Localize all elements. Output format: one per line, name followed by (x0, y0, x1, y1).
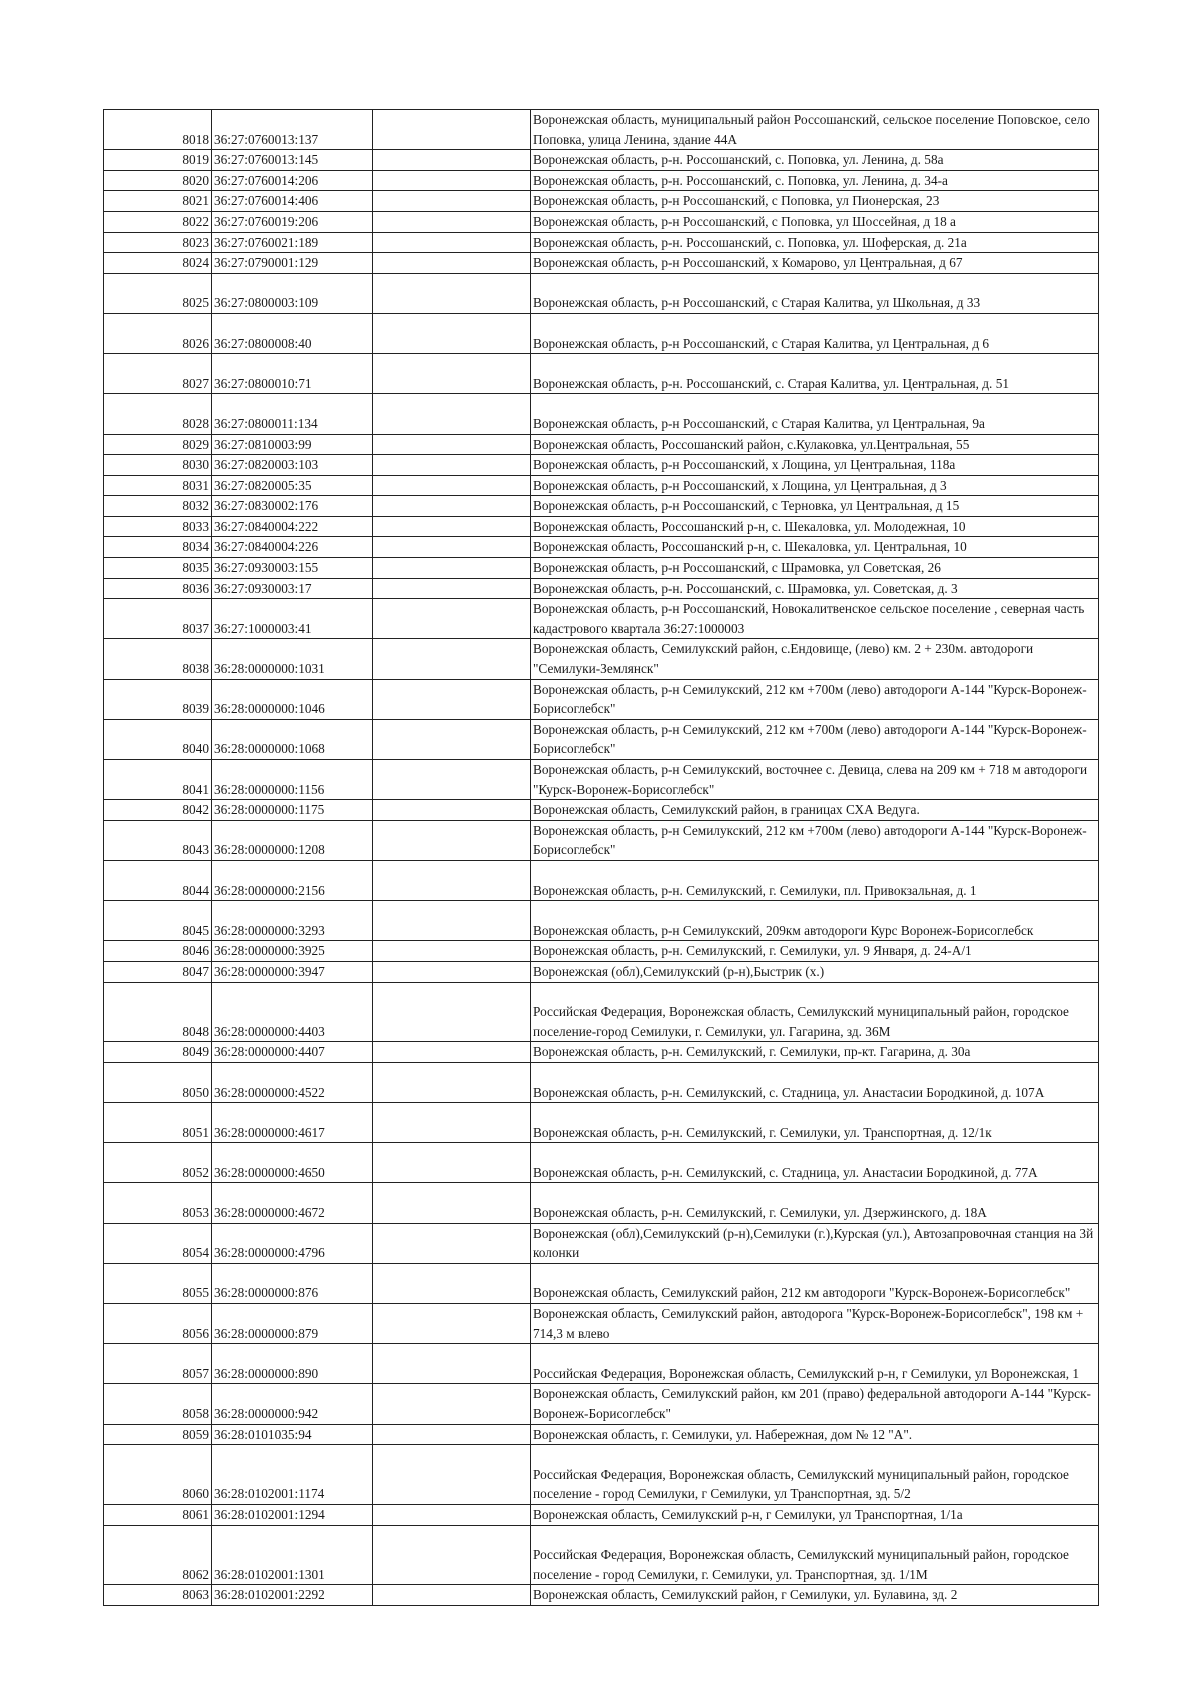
empty-cell (373, 941, 531, 962)
table-row (104, 1585, 1099, 1606)
row-number-cell: 8019 (104, 150, 212, 171)
address-cell: Воронежская область, р-н. Семилукский, г. Семилуки, ул. Дзержинского, д. 18А (531, 1183, 1099, 1223)
table-row (104, 313, 1099, 353)
address-cell: Воронежская область, р-н Семилукский, 212 км +700м (лево) автодороги А-144 "Курск-Воронеж-Борисоглебск" (531, 820, 1099, 860)
address-cell: Воронежская область, Россошанский район, с.Кулаковка, ул.Центральная, 55 (531, 434, 1099, 455)
row-number-cell: 8051 (104, 1103, 212, 1143)
address-cell: Воронежская область, Семилукский район, автодорога "Курск-Воронеж-Борисоглебск", 198 км + 714,3 м влево (531, 1304, 1099, 1344)
empty-cell (373, 273, 531, 313)
cadastral-number-cell: 36:28:0000000:4407 (212, 1042, 373, 1063)
table-row (104, 1424, 1099, 1445)
address-cell: Воронежская область, р-н Россошанский, х Лощина, ул Центральная, д 3 (531, 475, 1099, 496)
address-cell: Воронежская область, р-н Семилукский, 209км автодороги Курс Воронеж-Борисоглебск (531, 901, 1099, 941)
address-cell: Воронежская (обл),Семилукский (р-н),Семилуки (г.),Курская (ул.), Автозапровочная станция на 3й колонки (531, 1223, 1099, 1263)
address-cell: Воронежская область, Семилукский район, г Семилуки, ул. Булавина, зд. 2 (531, 1585, 1099, 1606)
empty-cell (373, 1183, 531, 1223)
cadastral-number-cell: 36:28:0000000:876 (212, 1263, 373, 1303)
address-cell: Воронежская область, р-н Россошанский, с Поповка, ул Пионерская, 23 (531, 191, 1099, 212)
cadastral-number-cell: 36:28:0102001:1174 (212, 1445, 373, 1505)
row-number-cell: 8018 (104, 110, 212, 150)
address-cell: Воронежская область, р-н. Россошанский, с. Шрамовка, ул. Советская, д. 3 (531, 578, 1099, 599)
cadastral-number-cell: 36:27:0800008:40 (212, 313, 373, 353)
table-row (104, 1223, 1099, 1263)
cadastral-number-cell: 36:28:0000000:890 (212, 1344, 373, 1384)
table-row (104, 1042, 1099, 1063)
empty-cell (373, 516, 531, 537)
cadastral-number-cell: 36:27:0800011:134 (212, 394, 373, 434)
cadastral-number-cell: 36:27:0760019:206 (212, 211, 373, 232)
address-cell: Воронежская область, р-н Семилукский, восточнее с. Девица, слева на 209 км + 718 м автодороги "Курск-Воронеж-Борисоглебск" (531, 760, 1099, 800)
table-row (104, 679, 1099, 719)
table-row (104, 558, 1099, 579)
cadastral-number-cell: 36:27:0800003:109 (212, 273, 373, 313)
cadastral-registry-table (103, 109, 1099, 1606)
empty-cell (373, 1344, 531, 1384)
row-number-cell: 8063 (104, 1585, 212, 1606)
cadastral-number-cell: 36:27:0760021:189 (212, 232, 373, 253)
row-number-cell: 8050 (104, 1062, 212, 1102)
address-cell: Воронежская область, Семилукский р-н, г Семилуки, ул Транспортная, 1/1а (531, 1505, 1099, 1526)
row-number-cell: 8058 (104, 1384, 212, 1424)
row-number-cell: 8025 (104, 273, 212, 313)
empty-cell (373, 1103, 531, 1143)
empty-cell (373, 253, 531, 274)
row-number-cell: 8043 (104, 820, 212, 860)
empty-cell (373, 1042, 531, 1063)
cadastral-number-cell: 36:28:0000000:4650 (212, 1143, 373, 1183)
row-number-cell: 8030 (104, 455, 212, 476)
row-number-cell: 8040 (104, 719, 212, 759)
row-number-cell: 8056 (104, 1304, 212, 1344)
table-row (104, 516, 1099, 537)
row-number-cell: 8048 (104, 982, 212, 1042)
cadastral-number-cell: 36:28:0000000:879 (212, 1304, 373, 1344)
cadastral-number-cell: 36:28:0000000:4522 (212, 1062, 373, 1102)
cadastral-number-cell: 36:27:0820003:103 (212, 455, 373, 476)
row-number-cell: 8029 (104, 434, 212, 455)
table-row (104, 253, 1099, 274)
empty-cell (373, 578, 531, 599)
cadastral-number-cell: 36:27:0760014:406 (212, 191, 373, 212)
empty-cell (373, 475, 531, 496)
cadastral-number-cell: 36:28:0102001:2292 (212, 1585, 373, 1606)
table-row (104, 1183, 1099, 1223)
table-row (104, 982, 1099, 1042)
empty-cell (373, 455, 531, 476)
cadastral-number-cell: 36:28:0000000:3947 (212, 961, 373, 982)
registry-table-body (104, 110, 1099, 1606)
row-number-cell: 8024 (104, 253, 212, 274)
address-cell: Воронежская область, р-н. Семилукский, с. Стадница, ул. Анастасии Бородкиной, д. 107А (531, 1062, 1099, 1102)
table-row (104, 760, 1099, 800)
address-cell: Воронежская область, р-н. Россошанский, с. Старая Калитва, ул. Центральная, д. 51 (531, 354, 1099, 394)
address-cell: Воронежская область, р-н Семилукский, 212 км +700м (лево) автодороги А-144 "Курск-Воронеж-Борисоглебск" (531, 719, 1099, 759)
table-row (104, 1103, 1099, 1143)
row-number-cell: 8055 (104, 1263, 212, 1303)
cadastral-number-cell: 36:28:0000000:1068 (212, 719, 373, 759)
table-row (104, 537, 1099, 558)
address-cell: Воронежская область, р-н Россошанский, Новокалитвенское сельское поселение , северная часть кадастрового квартала 36:27:1000003 (531, 599, 1099, 639)
cadastral-number-cell: 36:28:0000000:4403 (212, 982, 373, 1042)
cadastral-number-cell: 36:27:0790001:129 (212, 253, 373, 274)
table-row (104, 150, 1099, 171)
address-cell: Воронежская область, Россошанский р-н, с. Шекаловка, ул. Центральная, 10 (531, 537, 1099, 558)
table-row (104, 961, 1099, 982)
table-row (104, 578, 1099, 599)
row-number-cell: 8021 (104, 191, 212, 212)
row-number-cell: 8057 (104, 1344, 212, 1384)
row-number-cell: 8039 (104, 679, 212, 719)
row-number-cell: 8044 (104, 860, 212, 900)
empty-cell (373, 1525, 531, 1585)
address-cell: Воронежская область, р-н Семилукский, 212 км +700м (лево) автодороги А-144 "Курск-Воронеж-Борисоглебск" (531, 679, 1099, 719)
address-cell: Воронежская область, р-н. Семилукский, г. Семилуки, пл. Привокзальная, д. 1 (531, 860, 1099, 900)
address-cell: Воронежская область, Семилукский район, км 201 (право) федеральной автодороги А-144 "Курск-Воронеж-Борисоглебск" (531, 1384, 1099, 1424)
empty-cell (373, 1505, 531, 1526)
row-number-cell: 8060 (104, 1445, 212, 1505)
empty-cell (373, 1585, 531, 1606)
cadastral-number-cell: 36:28:0000000:4617 (212, 1103, 373, 1143)
empty-cell (373, 434, 531, 455)
empty-cell (373, 170, 531, 191)
table-row (104, 1143, 1099, 1183)
address-cell: Воронежская область, Семилукский район, 212 км автодороги "Курск-Воронеж-Борисоглебск" (531, 1263, 1099, 1303)
row-number-cell: 8047 (104, 961, 212, 982)
address-cell: Российская Федерация, Воронежская область, Семилукский муниципальный район, городское поселение - город Семилуки, г. Семилуки, ул. Транспортная, зд. 1/1М (531, 1525, 1099, 1585)
empty-cell (373, 599, 531, 639)
empty-cell (373, 1143, 531, 1183)
address-cell: Воронежская область, Россошанский р-н, с. Шекаловка, ул. Молодежная, 10 (531, 516, 1099, 537)
empty-cell (373, 860, 531, 900)
table-row (104, 639, 1099, 679)
empty-cell (373, 982, 531, 1042)
cadastral-number-cell: 36:27:0810003:99 (212, 434, 373, 455)
empty-cell (373, 354, 531, 394)
table-row (104, 820, 1099, 860)
address-cell: Воронежская область, г. Семилуки, ул. Набережная, дом № 12 "А". (531, 1424, 1099, 1445)
address-cell: Воронежская область, р-н. Семилукский, с. Стадница, ул. Анастасии Бородкиной, д. 77А (531, 1143, 1099, 1183)
empty-cell (373, 961, 531, 982)
row-number-cell: 8028 (104, 394, 212, 434)
table-row (104, 1263, 1099, 1303)
row-number-cell: 8042 (104, 800, 212, 821)
row-number-cell: 8034 (104, 537, 212, 558)
address-cell: Воронежская область, р-н. Семилукский, г. Семилуки, ул. 9 Января, д. 24-А/1 (531, 941, 1099, 962)
table-row (104, 354, 1099, 394)
empty-cell (373, 232, 531, 253)
empty-cell (373, 679, 531, 719)
empty-cell (373, 820, 531, 860)
table-row (104, 1525, 1099, 1585)
cadastral-number-cell: 36:27:0840004:226 (212, 537, 373, 558)
empty-cell (373, 1263, 531, 1303)
table-row (104, 599, 1099, 639)
table-row (104, 434, 1099, 455)
table-row (104, 1505, 1099, 1526)
address-cell: Воронежская область, р-н. Россошанский, с. Поповка, ул. Ленина, д. 58а (531, 150, 1099, 171)
row-number-cell: 8027 (104, 354, 212, 394)
cadastral-number-cell: 36:27:0830002:176 (212, 496, 373, 517)
cadastral-number-cell: 36:28:0102001:1301 (212, 1525, 373, 1585)
cadastral-number-cell: 36:28:0102001:1294 (212, 1505, 373, 1526)
table-row (104, 1304, 1099, 1344)
empty-cell (373, 558, 531, 579)
table-row (104, 719, 1099, 759)
address-cell: Воронежская область, Семилукский район, с.Ендовище, (лево) км. 2 + 230м. автодороги "Семилуки-Землянск" (531, 639, 1099, 679)
row-number-cell: 8049 (104, 1042, 212, 1063)
address-cell: Воронежская область, р-н Россошанский, с Шрамовка, ул Советская, 26 (531, 558, 1099, 579)
row-number-cell: 8054 (104, 1223, 212, 1263)
cadastral-number-cell: 36:27:0760013:145 (212, 150, 373, 171)
table-row (104, 1445, 1099, 1505)
table-row (104, 800, 1099, 821)
cadastral-number-cell: 36:27:0820005:35 (212, 475, 373, 496)
table-row (104, 901, 1099, 941)
empty-cell (373, 394, 531, 434)
address-cell: Воронежская область, р-н Россошанский, с Поповка, ул Шоссейная, д 18 а (531, 211, 1099, 232)
row-number-cell: 8052 (104, 1143, 212, 1183)
table-row (104, 273, 1099, 313)
empty-cell (373, 110, 531, 150)
row-number-cell: 8053 (104, 1183, 212, 1223)
table-row (104, 455, 1099, 476)
table-row (104, 1344, 1099, 1384)
cadastral-number-cell: 36:28:0000000:1208 (212, 820, 373, 860)
table-row (104, 1384, 1099, 1424)
cadastral-number-cell: 36:28:0000000:4672 (212, 1183, 373, 1223)
empty-cell (373, 800, 531, 821)
row-number-cell: 8061 (104, 1505, 212, 1526)
row-number-cell: 8041 (104, 760, 212, 800)
cadastral-number-cell: 36:28:0000000:1046 (212, 679, 373, 719)
cadastral-number-cell: 36:28:0000000:1031 (212, 639, 373, 679)
row-number-cell: 8062 (104, 1525, 212, 1585)
address-cell: Воронежская (обл),Семилукский (р-н),Быстрик (х.) (531, 961, 1099, 982)
empty-cell (373, 1062, 531, 1102)
cadastral-number-cell: 36:27:0760013:137 (212, 110, 373, 150)
row-number-cell: 8045 (104, 901, 212, 941)
address-cell: Воронежская область, р-н Россошанский, с Старая Калитва, ул Школьная, д 33 (531, 273, 1099, 313)
row-number-cell: 8036 (104, 578, 212, 599)
empty-cell (373, 211, 531, 232)
cadastral-number-cell: 36:28:0000000:1156 (212, 760, 373, 800)
row-number-cell: 8038 (104, 639, 212, 679)
row-number-cell: 8032 (104, 496, 212, 517)
empty-cell (373, 1424, 531, 1445)
row-number-cell: 8059 (104, 1424, 212, 1445)
address-cell: Российская Федерация, Воронежская область, Семилукский муниципальный район, городское поселение-город Семилуки, г. Семилуки, ул. Гагарина, зд. 36М (531, 982, 1099, 1042)
empty-cell (373, 1445, 531, 1505)
row-number-cell: 8035 (104, 558, 212, 579)
table-row (104, 232, 1099, 253)
cadastral-number-cell: 36:28:0000000:4796 (212, 1223, 373, 1263)
empty-cell (373, 1223, 531, 1263)
row-number-cell: 8046 (104, 941, 212, 962)
row-number-cell: 8037 (104, 599, 212, 639)
cadastral-number-cell: 36:28:0000000:1175 (212, 800, 373, 821)
table-row (104, 211, 1099, 232)
table-row (104, 475, 1099, 496)
empty-cell (373, 1304, 531, 1344)
table-row (104, 394, 1099, 434)
table-row (104, 496, 1099, 517)
cadastral-number-cell: 36:28:0000000:2156 (212, 860, 373, 900)
row-number-cell: 8026 (104, 313, 212, 353)
address-cell: Воронежская область, р-н. Россошанский, с. Поповка, ул. Ленина, д. 34-а (531, 170, 1099, 191)
address-cell: Воронежская область, р-н Россошанский, х Комарово, ул Центральная, д 67 (531, 253, 1099, 274)
cadastral-number-cell: 36:27:0800010:71 (212, 354, 373, 394)
address-cell: Воронежская область, р-н Россошанский, х Лощина, ул Центральная, 118а (531, 455, 1099, 476)
address-cell: Воронежская область, р-н Россошанский, с Терновка, ул Центральная, д 15 (531, 496, 1099, 517)
table-row (104, 941, 1099, 962)
cadastral-number-cell: 36:27:0840004:222 (212, 516, 373, 537)
address-cell: Воронежская область, р-н. Семилукский, г. Семилуки, ул. Транспортная, д. 12/1к (531, 1103, 1099, 1143)
cadastral-number-cell: 36:28:0000000:3293 (212, 901, 373, 941)
cadastral-number-cell: 36:27:0930003:17 (212, 578, 373, 599)
address-cell: Воронежская область, р-н. Семилукский, г. Семилуки, пр-кт. Гагарина, д. 30а (531, 1042, 1099, 1063)
cadastral-number-cell: 36:28:0000000:3925 (212, 941, 373, 962)
empty-cell (373, 760, 531, 800)
empty-cell (373, 719, 531, 759)
cadastral-number-cell: 36:27:0930003:155 (212, 558, 373, 579)
table-row (104, 860, 1099, 900)
address-cell: Воронежская область, р-н Россошанский, с Старая Калитва, ул Центральная, 9а (531, 394, 1099, 434)
address-cell: Воронежская область, Семилукский район, в границах СХА Ведуга. (531, 800, 1099, 821)
address-cell: Воронежская область, р-н Россошанский, с Старая Калитва, ул Центральная, д 6 (531, 313, 1099, 353)
empty-cell (373, 496, 531, 517)
row-number-cell: 8033 (104, 516, 212, 537)
address-cell: Воронежская область, муниципальный район Россошанский, сельское поселение Поповское, село Поповка, улица Ленина, здание 44А (531, 110, 1099, 150)
empty-cell (373, 639, 531, 679)
cadastral-number-cell: 36:28:0101035:94 (212, 1424, 373, 1445)
empty-cell (373, 537, 531, 558)
table-row (104, 1062, 1099, 1102)
cadastral-number-cell: 36:27:1000003:41 (212, 599, 373, 639)
row-number-cell: 8023 (104, 232, 212, 253)
empty-cell (373, 191, 531, 212)
table-row (104, 170, 1099, 191)
table-row (104, 110, 1099, 150)
row-number-cell: 8031 (104, 475, 212, 496)
address-cell: Воронежская область, р-н. Россошанский, с. Поповка, ул. Шоферская, д. 21а (531, 232, 1099, 253)
address-cell: Российская Федерация, Воронежская область, Семилукский р-н, г Семилуки, ул Воронежская, 1 (531, 1344, 1099, 1384)
empty-cell (373, 313, 531, 353)
address-cell: Российская Федерация, Воронежская область, Семилукский муниципальный район, городское поселение - город Семилуки, г Семилуки, ул Транспортная, зд. 5/2 (531, 1445, 1099, 1505)
cadastral-number-cell: 36:27:0760014:206 (212, 170, 373, 191)
table-row (104, 191, 1099, 212)
empty-cell (373, 150, 531, 171)
empty-cell (373, 901, 531, 941)
empty-cell (373, 1384, 531, 1424)
row-number-cell: 8022 (104, 211, 212, 232)
cadastral-number-cell: 36:28:0000000:942 (212, 1384, 373, 1424)
row-number-cell: 8020 (104, 170, 212, 191)
